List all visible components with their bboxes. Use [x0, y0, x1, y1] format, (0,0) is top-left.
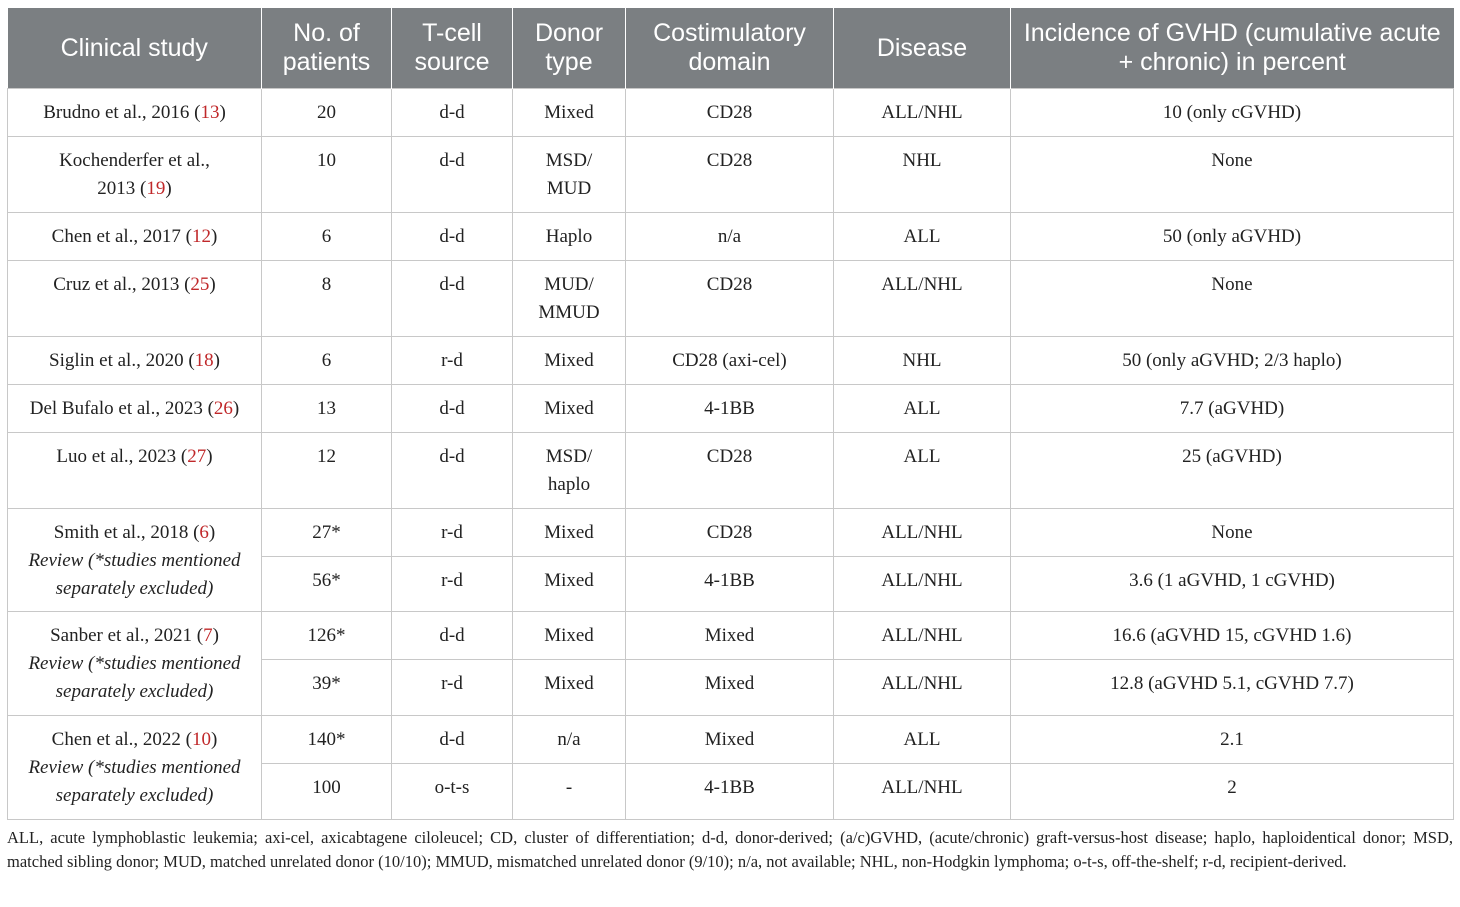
source-cell: d-d — [392, 716, 513, 764]
gvhd-cell: 2 — [1011, 764, 1454, 820]
gvhd-cell: 16.6 (aGVHD 15, cGVHD 1.6) — [1011, 612, 1454, 660]
reference-link[interactable]: 26 — [213, 398, 233, 419]
table-row — [8, 716, 1454, 764]
study-cell: Cruz et al., 2013 (25) — [8, 261, 262, 337]
reference-link[interactable]: 18 — [194, 350, 214, 371]
gvhd-cell: 10 (only cGVHD) — [1011, 89, 1454, 137]
domain-cell: CD28 — [626, 509, 834, 557]
patients-cell: 8 — [262, 261, 392, 337]
donor-cell: n/a — [513, 716, 626, 764]
review-note: Review (*studies mentioned separately excluded) — [28, 653, 241, 702]
disease-cell: ALL/NHL — [834, 89, 1011, 137]
study-cell: Luo et al., 2023 (27) — [8, 433, 262, 509]
header-clinical-study: Clinical study — [8, 8, 262, 89]
donor-cell: Mixed — [513, 89, 626, 137]
disease-cell: ALL/NHL — [834, 660, 1011, 716]
header-row — [8, 8, 1454, 89]
study-cell: Kochenderfer et al., 2013 (19) — [8, 137, 262, 213]
table-row — [8, 213, 1454, 261]
gvhd-cell: 12.8 (aGVHD 5.1, cGVHD 7.7) — [1011, 660, 1454, 716]
domain-cell: 4-1BB — [626, 557, 834, 612]
study-cell: Siglin et al., 2020 (18) — [8, 337, 262, 385]
table-row — [8, 337, 1454, 385]
disease-cell: ALL/NHL — [834, 557, 1011, 612]
gvhd-table-container — [7, 8, 1453, 820]
donor-cell: Mixed — [513, 660, 626, 716]
patients-cell: 6 — [262, 337, 392, 385]
donor-cell: MUD/ MMUD — [513, 261, 626, 337]
table-row — [8, 433, 1454, 509]
disease-cell: ALL — [834, 433, 1011, 509]
disease-cell: NHL — [834, 137, 1011, 213]
patients-cell: 100 — [262, 764, 392, 820]
source-cell: d-d — [392, 89, 513, 137]
domain-cell: 4-1BB — [626, 385, 834, 433]
patients-cell: 20 — [262, 89, 392, 137]
domain-cell: CD28 — [626, 137, 834, 213]
gvhd-cell: 2.1 — [1011, 716, 1454, 764]
domain-cell: CD28 — [626, 433, 834, 509]
source-cell: d-d — [392, 213, 513, 261]
gvhd-cell: 50 (only aGVHD) — [1011, 213, 1454, 261]
donor-cell: - — [513, 764, 626, 820]
patients-cell: 13 — [262, 385, 392, 433]
patients-cell: 140* — [262, 716, 392, 764]
reference-link[interactable]: 10 — [192, 729, 212, 750]
source-cell: o-t-s — [392, 764, 513, 820]
study-cell: Chen et al., 2017 (12) — [8, 213, 262, 261]
header-no-of-patients: No. of patients — [262, 8, 392, 89]
source-cell: r-d — [392, 509, 513, 557]
patients-cell: 6 — [262, 213, 392, 261]
domain-cell: CD28 — [626, 261, 834, 337]
donor-cell: Mixed — [513, 557, 626, 612]
reference-link[interactable]: 12 — [192, 226, 212, 247]
gvhd-cell: 7.7 (aGVHD) — [1011, 385, 1454, 433]
donor-cell: MSD/ haplo — [513, 433, 626, 509]
source-cell: r-d — [392, 660, 513, 716]
source-cell: r-d — [392, 557, 513, 612]
gvhd-cell: 3.6 (1 aGVHD, 1 cGVHD) — [1011, 557, 1454, 612]
donor-cell: Mixed — [513, 612, 626, 660]
gvhd-cell: 50 (only aGVHD; 2/3 haplo) — [1011, 337, 1454, 385]
domain-cell: Mixed — [626, 612, 834, 660]
domain-cell: n/a — [626, 213, 834, 261]
patients-cell: 39* — [262, 660, 392, 716]
study-cell: Sanber et al., 2021 (7) Review (*studies mentioned separately excluded) — [8, 612, 262, 716]
disease-cell: ALL — [834, 213, 1011, 261]
donor-cell: Haplo — [513, 213, 626, 261]
source-cell: d-d — [392, 137, 513, 213]
study-cell: Del Bufalo et al., 2023 (26) — [8, 385, 262, 433]
study-cell: Brudno et al., 2016 (13) — [8, 89, 262, 137]
review-note: Review (*studies mentioned separately excluded) — [28, 550, 241, 599]
header-costimulatory-domain: Costimulatory domain — [626, 8, 834, 89]
header-donor-type: Donor type — [513, 8, 626, 89]
table-row — [8, 509, 1454, 557]
donor-cell: Mixed — [513, 337, 626, 385]
disease-cell: ALL — [834, 716, 1011, 764]
patients-cell: 10 — [262, 137, 392, 213]
disease-cell: ALL/NHL — [834, 612, 1011, 660]
source-cell: d-d — [392, 261, 513, 337]
source-cell: d-d — [392, 433, 513, 509]
table-row — [8, 612, 1454, 660]
domain-cell: Mixed — [626, 716, 834, 764]
table-row — [8, 89, 1454, 137]
table-row — [8, 137, 1454, 213]
gvhd-cell: 25 (aGVHD) — [1011, 433, 1454, 509]
reference-link[interactable]: 19 — [146, 178, 166, 199]
donor-cell: Mixed — [513, 385, 626, 433]
patients-cell: 27* — [262, 509, 392, 557]
table-row — [8, 385, 1454, 433]
domain-cell: CD28 — [626, 89, 834, 137]
study-cell: Smith et al., 2018 (6) Review (*studies mentioned separately excluded) — [8, 509, 262, 612]
reference-link[interactable]: 6 — [199, 522, 209, 543]
reference-link[interactable]: 13 — [200, 102, 220, 123]
donor-cell: Mixed — [513, 509, 626, 557]
domain-cell: CD28 (axi-cel) — [626, 337, 834, 385]
disease-cell: NHL — [834, 337, 1011, 385]
header-gvhd-incidence: Incidence of GVHD (cumulative acute + chronic) in percent — [1011, 8, 1454, 89]
patients-cell: 126* — [262, 612, 392, 660]
gvhd-cell: None — [1011, 137, 1454, 213]
source-cell: d-d — [392, 612, 513, 660]
source-cell: d-d — [392, 385, 513, 433]
header-disease: Disease — [834, 8, 1011, 89]
table-row — [8, 261, 1454, 337]
domain-cell: 4-1BB — [626, 764, 834, 820]
disease-cell: ALL — [834, 385, 1011, 433]
patients-cell: 56* — [262, 557, 392, 612]
table-footnote: ALL, acute lymphoblastic leukemia; axi-cel, axicabtagene ciloleucel; CD, cluster of differentiation; d-d, donor-derived; (a/c)GVHD, (acute/chronic) graft-versus-host disease; haplo, haploidentical donor; MSD, matched sibling donor; MUD, matched unrelated donor (10/10); MMUD, mismatched unrelated donor (9/10); n/a, not available; NHL, non-Hodgkin lymphoma; o-t-s, off-the-shelf; r-d, recipient-derived. — [7, 828, 1453, 871]
source-cell: r-d — [392, 337, 513, 385]
header-t-cell-source: T-cell source — [392, 8, 513, 89]
patients-cell: 12 — [262, 433, 392, 509]
gvhd-cell: None — [1011, 509, 1454, 557]
reference-link[interactable]: 7 — [203, 625, 213, 646]
reference-link[interactable]: 25 — [190, 274, 210, 295]
study-cell: Chen et al., 2022 (10) Review (*studies mentioned separately excluded) — [8, 716, 262, 820]
disease-cell: ALL/NHL — [834, 509, 1011, 557]
disease-cell: ALL/NHL — [834, 764, 1011, 820]
reference-link[interactable]: 27 — [187, 446, 207, 467]
review-note: Review (*studies mentioned separately excluded) — [28, 757, 241, 806]
domain-cell: Mixed — [626, 660, 834, 716]
disease-cell: ALL/NHL — [834, 261, 1011, 337]
gvhd-table — [7, 8, 1454, 820]
gvhd-cell: None — [1011, 261, 1454, 337]
donor-cell: MSD/ MUD — [513, 137, 626, 213]
